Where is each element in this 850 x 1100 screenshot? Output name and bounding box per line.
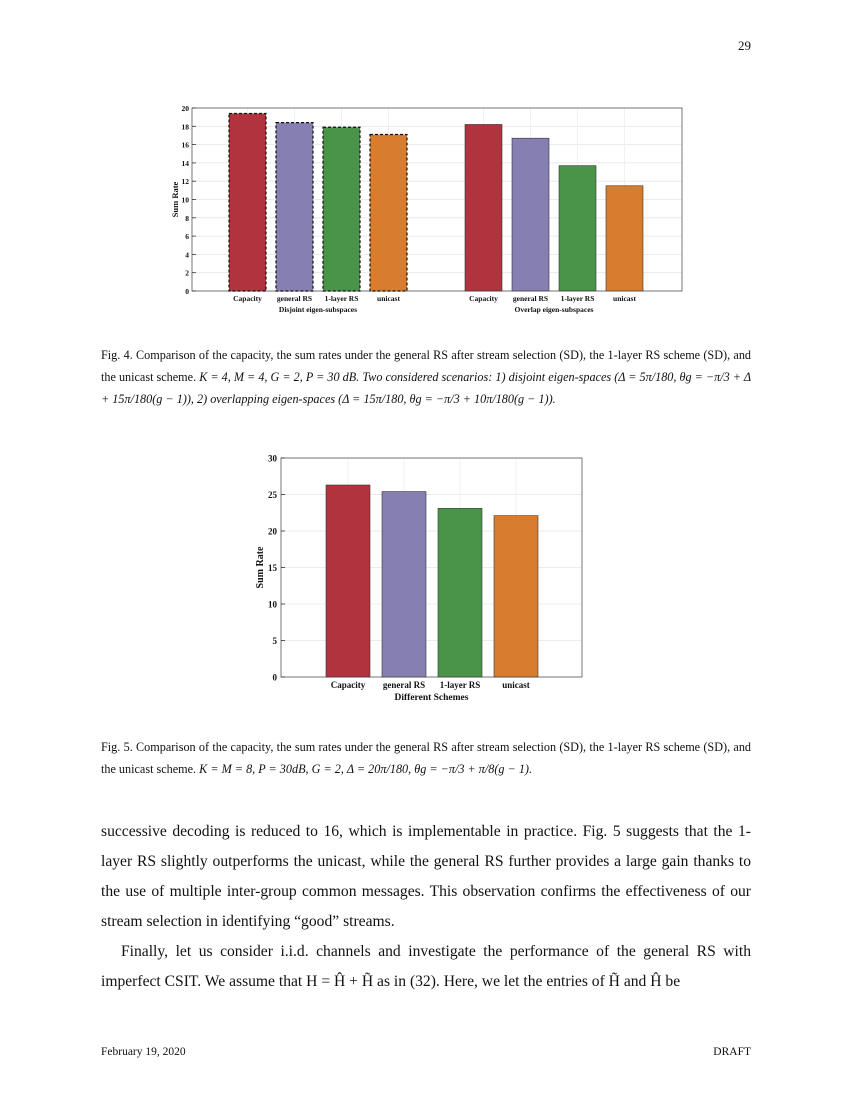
x-tick-label: unicast bbox=[502, 680, 530, 690]
group-label: Disjoint eigen-subspaces bbox=[278, 305, 358, 314]
figure-5-caption-text: Comparison of the capacity, the sum rates under the general RS after stream selection (SD), the 1-layer RS scheme (SD), and the unicast scheme. bbox=[101, 740, 752, 776]
x-tick-label: Capacity bbox=[469, 294, 498, 303]
y-tick-label: 14 bbox=[181, 158, 189, 168]
bar-general-rs bbox=[382, 492, 426, 677]
y-tick-label: 0 bbox=[272, 672, 277, 683]
x-tick-label: unicast bbox=[613, 294, 636, 303]
figure-5-caption-params: K = M = 8, P = 30dB, G = 2, Δ = 20π/180, θg = −π/3 + π/8(g − 1). bbox=[199, 762, 533, 776]
bar-unicast bbox=[494, 516, 538, 677]
y-tick-label: 0 bbox=[185, 287, 189, 296]
y-tick-label: 20 bbox=[181, 104, 189, 113]
x-tick-label: general RS bbox=[276, 294, 313, 303]
bar-overlap-eigen-subspaces-unicast bbox=[606, 186, 643, 291]
figure-5-chart bbox=[240, 448, 600, 710]
y-tick-label: 15 bbox=[268, 563, 277, 573]
paragraph-1: successive decoding is reduced to 16, which is implementable in practice. Fig. 5 suggests that the 1-layer RS slightly outperforms the unicast, while the general RS further provides a large gain thanks to the use of multiple inter-group common messages. This observation confirms the effectiveness of our stream selection in identifying “good” streams. bbox=[101, 823, 751, 930]
y-tick-label: 2 bbox=[185, 268, 189, 278]
y-tick-label: 5 bbox=[272, 636, 277, 646]
figure-4-caption bbox=[101, 344, 751, 410]
figure-4-chart bbox=[160, 100, 700, 320]
x-tick-label: general RS bbox=[382, 680, 426, 690]
y-tick-label: 30 bbox=[268, 453, 277, 464]
y-tick-label: 18 bbox=[181, 122, 189, 132]
y-axis-label: Sum Rate bbox=[170, 181, 180, 218]
figure-4 bbox=[160, 100, 700, 320]
paragraph-2: Finally, let us consider i.i.d. channels and investigate the performance of the general RS with imperfect CSIT. We assume that H = Ĥ + H̃ as in (32). Here, we let the entries of H̃ and Ĥ be bbox=[101, 943, 751, 990]
y-tick-label: 25 bbox=[268, 490, 277, 500]
bar-disjoint-eigen-subspaces-general-rs bbox=[276, 123, 313, 291]
bar-disjoint-eigen-subspaces-capacity bbox=[229, 113, 266, 291]
bar-disjoint-eigen-subspaces-unicast bbox=[370, 135, 407, 291]
x-tick-label: Capacity bbox=[330, 680, 366, 690]
y-tick-label: 12 bbox=[181, 177, 189, 187]
x-tick-label: general RS bbox=[512, 294, 549, 303]
body-text bbox=[101, 817, 751, 997]
y-tick-label: 10 bbox=[181, 195, 189, 205]
y-tick-label: 10 bbox=[268, 599, 277, 610]
footer-draft: DRAFT bbox=[713, 1046, 751, 1058]
footer-date: February 19, 2020 bbox=[101, 1046, 186, 1058]
bar-overlap-eigen-subspaces-1-layer-rs bbox=[559, 166, 596, 291]
page-number: 29 bbox=[738, 38, 751, 53]
figure-4-caption-text: Comparison of the capacity, the sum rates under the general RS after stream selection (SD), the 1-layer RS scheme (SD), and the unicast scheme. bbox=[101, 348, 752, 384]
y-tick-label: 20 bbox=[268, 526, 277, 537]
figure-5 bbox=[240, 448, 600, 710]
figure-4-caption-params: K = 4, M = 4, G = 2, P = 30 dB. Two considered scenarios: 1) disjoint eigen-spaces (Δ = 5π/180, θg = −π/3 + Δ + 15π/180(g − 1)), 2) overlapping eigen-spaces (Δ = 15π/180, θg = −π/3 + 10π/180(g − 1)). bbox=[101, 370, 751, 406]
x-tick-label: unicast bbox=[377, 294, 400, 303]
y-tick-label: 16 bbox=[181, 140, 189, 150]
x-tick-label: 1-layer RS bbox=[324, 294, 359, 303]
bar-overlap-eigen-subspaces-general-rs bbox=[512, 138, 549, 291]
bar-disjoint-eigen-subspaces-1-layer-rs bbox=[323, 127, 360, 291]
figure-5-caption bbox=[101, 736, 751, 780]
x-tick-label: Capacity bbox=[233, 294, 262, 303]
x-axis-label: Different Schemes bbox=[394, 693, 469, 703]
figure-5-caption-label: Fig. 5. bbox=[101, 740, 133, 754]
bar-overlap-eigen-subspaces-capacity bbox=[465, 124, 502, 291]
group-label: Overlap eigen-subspaces bbox=[514, 305, 594, 314]
y-tick-label: 4 bbox=[185, 250, 189, 260]
y-axis-label: Sum Rate bbox=[255, 546, 266, 589]
x-tick-label: 1-layer RS bbox=[560, 294, 595, 303]
y-tick-label: 6 bbox=[185, 232, 189, 242]
x-tick-label: 1-layer RS bbox=[439, 680, 481, 690]
figure-4-caption-label: Fig. 4. bbox=[101, 348, 133, 362]
bar-capacity bbox=[326, 485, 370, 677]
y-tick-label: 8 bbox=[185, 213, 189, 223]
bar-1-layer-rs bbox=[438, 508, 482, 677]
